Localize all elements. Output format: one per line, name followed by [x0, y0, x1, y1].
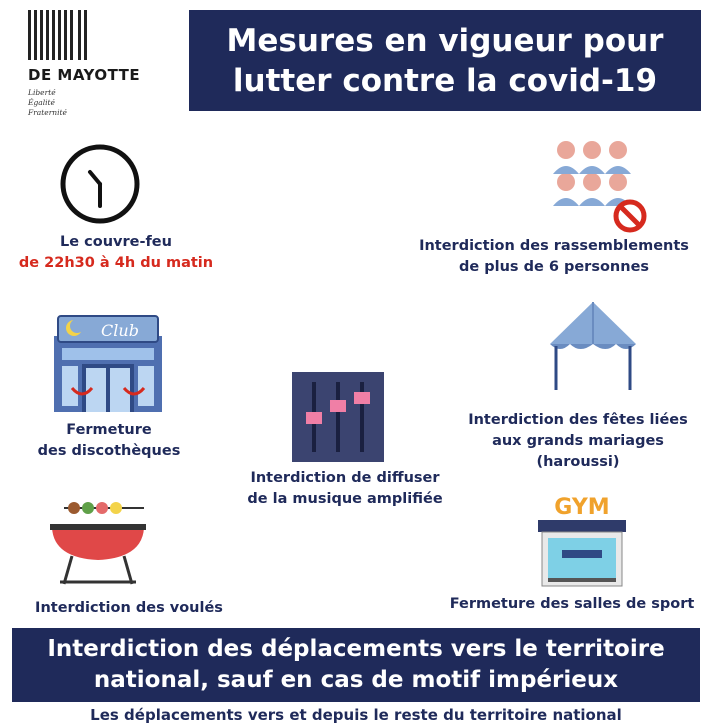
music-label: Interdiction de diffuser de la musique amplifiée	[247, 470, 443, 507]
page-title: Mesures en vigueur pour lutter contre la covid-19	[226, 22, 664, 99]
weddings-label: Interdiction des fêtes liées aux grands mariages (haroussi)	[468, 412, 688, 470]
barbecue-icon	[46, 496, 150, 588]
footer-text: Les déplacements vers et depuis le reste du territoire national	[90, 706, 622, 724]
title-box	[189, 10, 701, 111]
curfew-title: Le couvre-feu	[60, 234, 172, 250]
gatherings-label: Interdiction des rassemblements de plus de 6 personnes	[419, 238, 689, 275]
logo-name: DE MAYOTTE	[28, 66, 141, 84]
curfew-label	[0, 232, 232, 274]
barbecues-label: Interdiction des voulés	[35, 600, 223, 616]
gym-icon	[532, 492, 632, 588]
svg-text:GYM: GYM	[554, 495, 610, 520]
marianne-logo-icon	[18, 8, 98, 64]
logo-motto: Liberté Égalité Fraternité	[28, 88, 67, 117]
travel-ban-text: Interdiction des déplacements vers le territoire national, sauf en cas de motif impérieux	[47, 636, 665, 693]
prefecture-logo	[18, 8, 158, 120]
svg-text:Club: Club	[101, 321, 139, 340]
nightclub-icon	[52, 308, 164, 412]
clock-icon	[58, 142, 142, 226]
tent-icon	[546, 300, 640, 392]
travel-ban-banner	[12, 628, 700, 702]
gyms-label: Fermeture des salles de sport	[449, 596, 695, 612]
crowd-prohibited-icon	[548, 136, 652, 238]
nightclubs-label: Fermeture des discothèques	[37, 422, 181, 459]
mixer-icon	[292, 372, 384, 462]
curfew-hours: de 22h30 à 4h du matin	[18, 255, 214, 271]
